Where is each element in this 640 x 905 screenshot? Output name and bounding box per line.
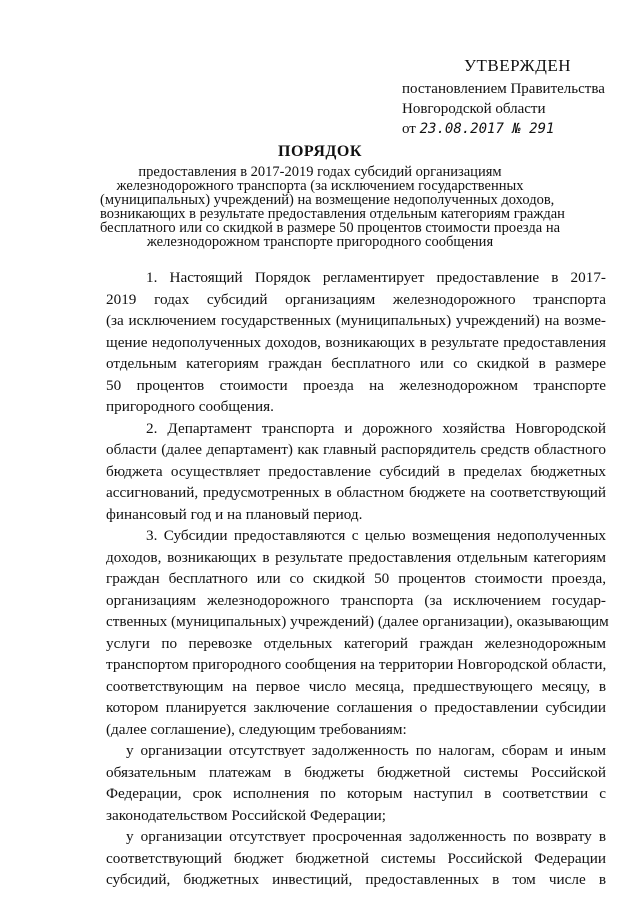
- body-line: пригородного сообщения.: [106, 398, 274, 415]
- body-line: транспортом пригородного сообщения на территории Новгородской области,: [106, 656, 607, 673]
- approval-region-line: Новгородской области: [402, 101, 546, 117]
- body-line: щение недополученных доходов, возникающих в результате предоставления: [106, 333, 606, 351]
- approval-block: [402, 56, 632, 139]
- subtitle-line: возникающих в результате предоставления отдельным категориям граждан: [100, 206, 565, 222]
- body-line: Федерации, срок исполнения по которым наступил в соответствии с: [106, 785, 606, 802]
- body-line: ственных (муниципальных) учреждений) (далее организации), оказывающим: [106, 613, 609, 630]
- body-line: 3. Субсидии предоставляются с целью возмещения недополученных: [146, 527, 606, 544]
- body-line: соответствующим на первое число месяца, предшествующего месяцу, в: [106, 677, 606, 695]
- body-line: граждан бесплатного или со скидкой 50 процентов стоимости проезда,: [106, 570, 606, 587]
- body-line: финансовый год и на плановый период.: [106, 505, 363, 523]
- body-line: доходов, возникающих в результате предоставления отдельным категориям: [106, 548, 606, 566]
- body-line: услуги по перевозке отдельных категорий граждан железнодорожным: [106, 634, 606, 652]
- body-line: 2019 годах субсидий организациям железнодорожного транспорта: [106, 290, 606, 308]
- body-line: 2. Департамент транспорта и дорожного хозяйства Новгородской: [146, 419, 606, 437]
- body-line: (далее соглашение), следующим требованиям:: [106, 720, 407, 738]
- approval-date-prefix: от: [402, 121, 416, 137]
- document-title: ПОРЯДОК: [278, 143, 362, 160]
- document-body: [106, 267, 609, 891]
- body-line: субсидий, бюджетных инвестиций, предоставленных в том числе в: [106, 871, 606, 888]
- body-line: соответствующий бюджет бюджетной системы Российской Федерации: [106, 849, 606, 867]
- subtitle-line: железнодорожного транспорта (за исключением государственных: [116, 178, 524, 194]
- body-line: 50 процентов стоимости проезда на железнодорожном транспорте: [106, 376, 606, 394]
- body-line: у организации отсутствует задолженность по налогам, сборам и иным: [126, 742, 606, 759]
- approval-date-line: [402, 119, 632, 139]
- body-line: у организации отсутствует просроченная задолженность по возврату в: [126, 828, 606, 845]
- subtitle-line: (муниципальных) учреждений) на возмещение недополученных доходов,: [100, 192, 555, 208]
- approval-date-handwritten: 23.08.2017 № 291: [419, 121, 555, 137]
- subtitle-line: бесплатного или со скидкой в размере 50 процентов стоимости проезда на: [100, 220, 561, 236]
- subtitle-line: железнодорожном транспорте пригородного сообщения: [146, 234, 494, 250]
- body-line: отдельным категориям граждан бесплатного или со скидкой в размере: [106, 355, 606, 372]
- body-line: котором планируется заключение соглашения о предоставлении субсидии: [106, 699, 606, 716]
- body-line: организациям железнодорожного транспорта (за исключением государ-: [106, 591, 606, 609]
- document-subtitle: [100, 164, 565, 250]
- body-line: 1. Настоящий Порядок регламентирует предоставление в 2017-: [146, 269, 606, 286]
- body-line: бюджета осуществляет предоставление субсидий в пределах бюджетных: [106, 462, 606, 480]
- body-line: (за исключением государственных (муниципальных) учреждений) на возме-: [106, 312, 606, 329]
- body-line: ассигнований, предусмотренных в областном бюджете на соответствующий: [106, 484, 606, 501]
- body-line: области (далее департамент) как главный распорядитель средств областного: [106, 441, 606, 458]
- approval-decree-line: постановлением Правительства: [402, 81, 605, 97]
- body-line: обязательным платежам в бюджеты бюджетной системы Российской: [106, 763, 606, 781]
- body-line: законодательством Российской Федерации;: [106, 806, 386, 824]
- approval-heading: УТВЕРЖДЕН: [464, 56, 571, 75]
- subtitle-line: предоставления в 2017-2019 годах субсидий организациям: [138, 164, 502, 180]
